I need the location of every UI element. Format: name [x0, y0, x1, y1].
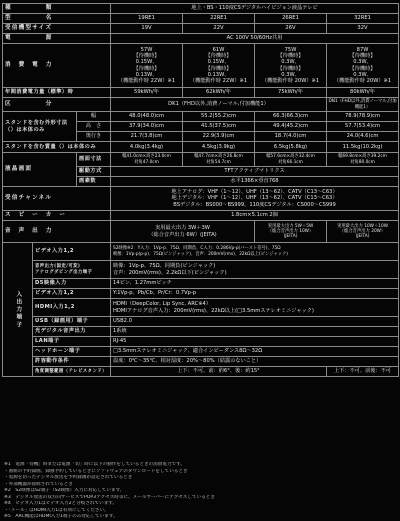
angle-value-b: 上下：不可、前後：不可	[327, 367, 399, 377]
usb-label: USB（録画用）端子	[33, 317, 111, 327]
audio-value-a: 実用最大出力 3W＋3W （総合音声出力 6W）(JEITA)	[111, 221, 255, 243]
usb-value: USB2.0	[111, 317, 399, 327]
audio-label: 音 声 出 力	[3, 221, 111, 243]
model-label: 型 名	[3, 14, 111, 24]
height-cell: 57.7(53.4)cm	[327, 122, 399, 132]
audio-out-value: 映像：1Vp-p、75Ω、同期負(ピンジャック) 音声：200mV(rms)、2.2kΩ以下(ピンジャック)	[111, 261, 399, 279]
angle-value-a: 上下：不可、前：約6°、後：約15°	[111, 367, 327, 377]
size-cell: 32V	[327, 24, 399, 34]
depth-cell: 21.7(3.8)cm	[111, 132, 183, 142]
footnote-line: ・外部機器が接続されているとき	[4, 481, 73, 487]
mass-cell: 4.5kg(3.9kg)	[183, 142, 255, 153]
row-audio-out	[3, 261, 399, 279]
footnote-line: ※5 ARC機能はHDMI入力1端子のみ対応しています。	[4, 514, 118, 520]
conditions-value: 温度：0℃〜35℃、相対湿度：20%〜80%（結露のないこと）	[111, 357, 399, 367]
height-label: 高 さ	[77, 122, 111, 132]
height-cell: 41.5(37.5)cm	[183, 122, 255, 132]
footnote-line: ※4 ビデオ入力1はビデオ入力2と分岐されています。	[4, 501, 118, 507]
drive-label: 駆動方式	[77, 167, 111, 177]
row-lan	[3, 337, 399, 347]
depth-cell: 18.7(4.0)cm	[255, 132, 327, 142]
conditions-label: 許容動作条件	[33, 357, 111, 367]
row-angle	[3, 367, 399, 377]
model-cell: 26RE1	[255, 14, 327, 24]
row-headphone	[3, 347, 399, 357]
video-in-label: ビデオ入力1,2	[33, 243, 111, 261]
d5-value: 14ピン、1.27mmピッチ	[111, 279, 399, 289]
optical-label: 光デジタル音声出力	[33, 327, 111, 337]
footnote-line: ※3 デジタル放送の双方向サービスでPOP3アクセス時等に、メールサーバーにアクセスしているとき	[4, 494, 215, 500]
mass-label: スタンドを含む質量（）は本体のみ	[3, 142, 111, 153]
division-value-a: DK1（FHD以外,消費ノーマル,付加機能1）	[111, 98, 327, 112]
mass-cell: 6.5kg(5.8kg)	[255, 142, 327, 153]
row-screen-size	[3, 153, 399, 167]
kind-value: 地上・BS・110度CSデジタルハイビジョン液晶テレビ	[111, 4, 399, 14]
power-label: 電 源	[3, 34, 111, 44]
width-cell: 66.3(66.3)cm	[255, 112, 327, 122]
component-value: Y:1Vp-p、Pb/Cb、Pr/Cr：0.7Vp-p	[111, 289, 399, 299]
annual-cell: 80kWh/年	[327, 88, 399, 98]
row-component	[3, 289, 399, 299]
row-size	[3, 24, 399, 34]
lan-value: RJ-45	[111, 337, 399, 347]
row-usb	[3, 317, 399, 327]
video-in-value: S2映像※2：Y入力：1Vp-p、75Ω、同期負、C入力：0.286Vp-p(バースト信号)、75Ω 映像：1Vp-p(p-p)、75Ω(ピンジャック)、音声：200mV(rms)、22kΩ以上(ピンジャック)	[111, 243, 399, 261]
annual-cell: 59kWh/年	[111, 88, 183, 98]
panel-label: 液晶画面	[3, 153, 77, 187]
terminals-group-label: 入出力端子	[3, 243, 33, 377]
mass-cell: 4.0kg(3.4kg)	[111, 142, 183, 153]
consumption-cell: 87W 【待機時】 0.3W、 【待機時】 0.3W、 （機能動作時 20W）※1	[327, 44, 399, 88]
row-speaker	[3, 211, 399, 221]
row-model	[3, 14, 399, 24]
row-conditions	[3, 357, 399, 367]
power-value: AC 100V 50/60Hz共用	[111, 34, 399, 44]
audio-value-c: 実用最大出力 10W＋10W （総合音声出力 20W） (JEITA)	[327, 221, 399, 243]
pixels-value: 水平1366×垂直768	[111, 177, 399, 187]
hdmi-label: HDMI入力1,2	[33, 299, 111, 317]
depth-cell: 22.9(3.9)cm	[183, 132, 255, 142]
screen-size-cell: 幅41.0cm×高さ23.0cm 対角47.0cm	[111, 153, 183, 167]
mass-cell: 11.5kg(10.2kg)	[327, 142, 399, 153]
row-d5	[3, 279, 399, 289]
kind-label: 種 類	[3, 4, 111, 14]
channels-label: 受信チャンネル	[3, 187, 111, 211]
model-cell: 22RE1	[183, 14, 255, 24]
audio-value-b: 実用最大出力 5W＋5W （総合音声出力 10W） (JEITA)	[255, 221, 327, 243]
audio-out-label: 音声出力(固定/可変) アナログダビング出力端子	[33, 261, 111, 279]
screen-size-cell: 幅69.8cm×高さ39.2cm 対角80.0cm	[327, 153, 399, 167]
annual-cell: 75kWh/年	[255, 88, 327, 98]
size-cell: 22V	[183, 24, 255, 34]
annual-cell: 62kWh/年	[183, 88, 255, 98]
width-cell: 48.0(48.0)cm	[111, 112, 183, 122]
headphone-label: ヘッドホーン端子	[33, 347, 111, 357]
d5-label: D5映像入力	[33, 279, 111, 289]
spec-table	[2, 3, 399, 377]
row-power	[3, 34, 399, 44]
size-cell: 26V	[255, 24, 327, 34]
row-kind	[3, 4, 399, 14]
annual-label: 年間消費電力量（標準）時	[3, 88, 111, 98]
model-cell: 32RE1	[327, 14, 399, 24]
row-consumption	[3, 44, 399, 88]
row-video-in	[3, 243, 399, 261]
headphone-value: □3.5mmステレオミニジャック、適合インピーダンス8Ω〜32Ω	[111, 347, 399, 357]
channels-value: 地上アナログ：VHF（1〜12）、UHF（13〜62）、CATV（C13〜C63） 地上デジタル：VHF（1〜12）、UHF（13〜62）、CATV（C13〜C63） BSデジタル：BS000〜BS999、110度CSデジタル：CS000〜CS999	[111, 187, 399, 211]
row-optical	[3, 327, 399, 337]
component-label: ビデオ入力1,2	[33, 289, 111, 299]
footnote-line: ・「メール」はHDMI入力1は有効にしてください。	[4, 507, 109, 513]
width-cell: 55.2(55.2)cm	[183, 112, 255, 122]
drive-value: TFTアクティブマトリクス	[111, 167, 399, 177]
division-value-b: DN1（FHD以外,消費ノーマル,付加機能1）	[328, 99, 397, 110]
height-cell: 49.4(45.2)cm	[255, 122, 327, 132]
screen-size-cell: 幅47.7cm×高さ26.8cm 対角54.7cm	[183, 153, 255, 167]
row-annual	[3, 88, 399, 98]
speaker-label: ス ピ ー カ ー	[3, 211, 111, 221]
consumption-cell: 61W 【待機時】 0.15W、 【待機時】 0.13W、 （機能動作時 22W）※1	[183, 44, 255, 88]
width-cell: 78.9(78.9)cm	[327, 112, 399, 122]
footnote-line: ※2 S2映像はS2端子（S2映像）入力に対応しています。	[4, 488, 125, 494]
consumption-label: 消 費 電 力	[3, 44, 111, 88]
division-label: 区 分	[3, 98, 111, 112]
footnote-line: ・番組の予約録画、録画予約しているときにソフトウェアのダウンロードをしているとき	[4, 468, 188, 474]
depth-cell: 24.0(4.6)cm	[327, 132, 399, 142]
size-label: 受信機型サイズ	[3, 24, 111, 34]
speaker-value: 1.8cm×5.1cm 2個	[111, 211, 399, 221]
height-cell: 37.9(34.0)cm	[111, 122, 183, 132]
model-cell: 19RE1	[111, 14, 183, 24]
pixels-label: 画素数	[77, 177, 111, 187]
row-mass	[3, 142, 399, 153]
stand-dim-label: スタンドを含む外形寸法（）は本体のみ	[3, 112, 77, 142]
footnote-line: ※1 電源「待機」時または電源「切」時に以下の動作をしているときの消費電力です。	[4, 462, 185, 467]
lan-label: LAN端子	[33, 337, 111, 347]
consumption-cell: 75W 【待機時】 0.3W、 【待機時】 0.3W、 （機能動作時 20W）※1	[255, 44, 327, 88]
row-hdmi	[3, 299, 399, 317]
screen-size-cell: 幅57.6cm×高さ32.4cm 対角66.1cm	[255, 153, 327, 167]
width-label: 幅	[77, 112, 111, 122]
optical-value: 1系統	[111, 327, 399, 337]
row-width	[3, 112, 399, 122]
row-audio	[3, 221, 399, 243]
size-cell: 19V	[111, 24, 183, 34]
row-channels	[3, 187, 399, 211]
screen-size-label: 画面寸法	[77, 153, 111, 167]
hdmi-value: HDMI（DeepColor, Lip Sync, ARC※4） HDMIアナログ音声入力：200mV(rms)、22kΩ以上(□3.5mmステレオミニジャック)	[111, 299, 399, 317]
consumption-cell: 57W 【待機時】 0.15W、 【待機時】 0.13W、 （機能動作時 22W）※1	[111, 44, 183, 88]
angle-label: 角度調整範囲（テレビスタンド）	[33, 367, 111, 377]
depth-label: 奥行き	[77, 132, 111, 142]
footnote-line: ・電源を切ったデジタル放送を予約録画が設定されているとき	[4, 475, 133, 481]
row-division	[3, 98, 399, 112]
